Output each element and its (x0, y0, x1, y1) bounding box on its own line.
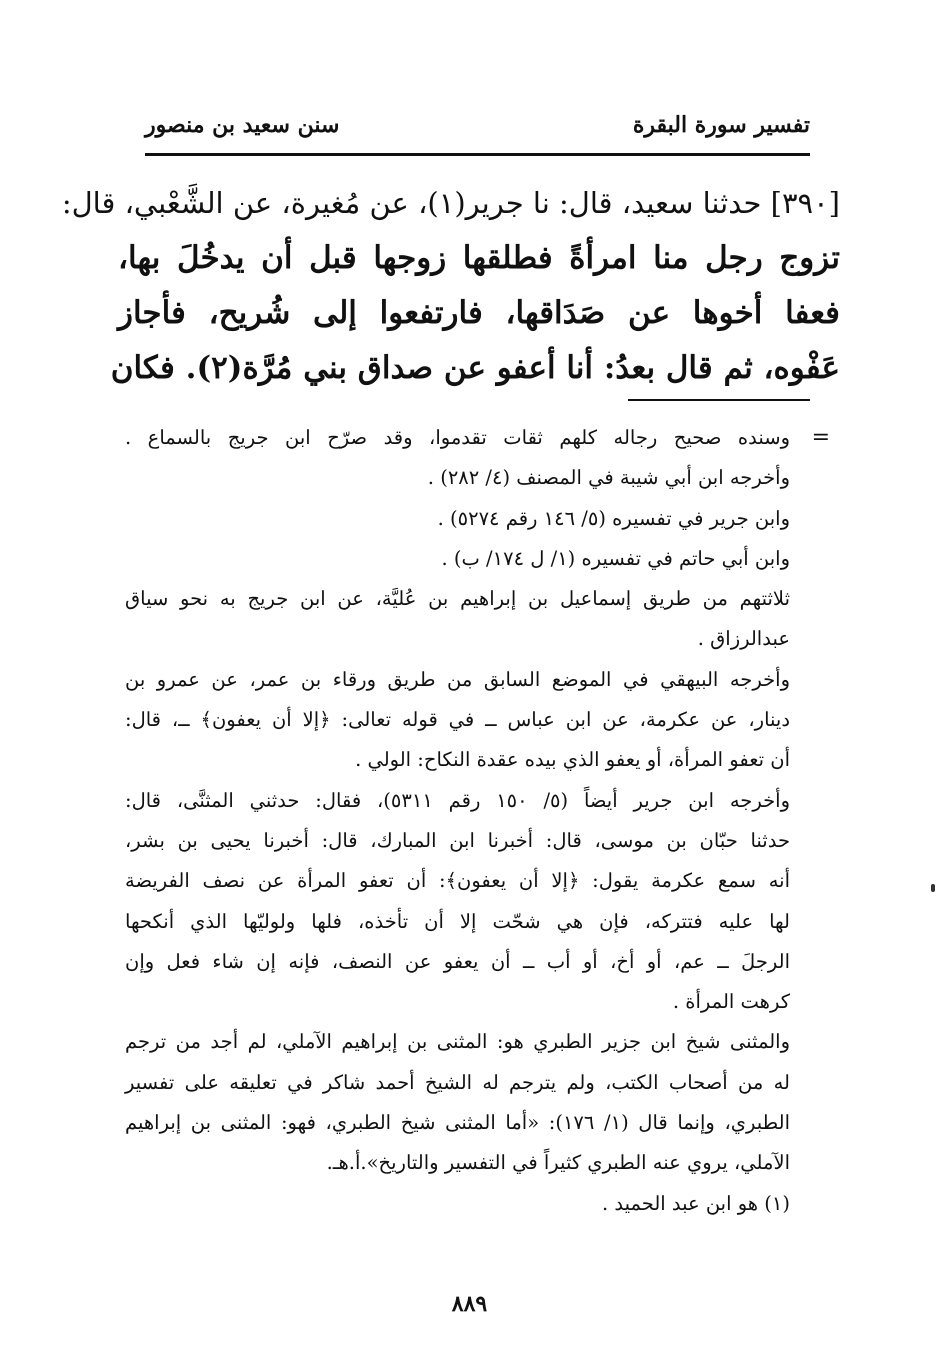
footnote-1: (١) هو ابن عبد الحميد . (601, 1191, 790, 1215)
page-header (145, 112, 810, 148)
footnote-line: الآملي، يروي عنه الطبري كثيراً في التفسير والتاريخ».أ.هـ. (326, 1151, 790, 1175)
footnotes (125, 418, 830, 1224)
page-number: ٨٨٩ (451, 1291, 488, 1317)
footnote-line: والمثنى شيخ ابن جزير الطبري هو: المثنى بن إبراهيم الآملي، لم أجد من ترجم (125, 1030, 790, 1054)
footnote-separator (628, 399, 810, 401)
footnote-line: وأخرجه البيهقي في الموضع السابق من طريق ورقاء بن عمر، عن عمرو بن (125, 667, 790, 691)
header-surah-title: تفسير سورة البقرة (632, 112, 810, 138)
margin-speck (931, 884, 935, 892)
continuation-mark: = (811, 425, 830, 450)
footnote-line: أنه سمع عكرمة يقول: ﴿إلا أن يعفون﴾: أن تعفو المرأة عن نصف الفريضة (125, 869, 790, 893)
main-line-1: [٣٩٠] حدثنا سعيد، قال: نا جرير(١)، عن مُغيرة، عن الشَّعْبي، قال: (61, 186, 840, 220)
main-line-3: فعفا أخوها عن صَدَاقها، فارتفعوا إلى شُريح، فأجاز (118, 295, 840, 331)
header-rule (145, 153, 810, 156)
footnote-line: وأخرجه ابن أبي شيبة في المصنف (٤/ ٢٨٢) . (427, 466, 790, 490)
footnote-line: لها عليه فتتركه، فإن هي شحّت إلا أن تأخذه، فلها ولوليّها الذي أنكحها (125, 909, 790, 933)
footnote-line: كرهت المرأة . (672, 990, 790, 1014)
footnote-line: عبدالرزاق . (697, 627, 790, 651)
footnote-line: حدثنا حبّان بن موسى، قال: أخبرنا ابن المبارك، قال: أخبرنا يحيى بن بشر، (125, 828, 790, 852)
footnote-line: الطبري، وإنما قال (١/ ١٧٦): «أما المثنى شيخ الطبري، فهو: المثنى بن إبراهيم (125, 1111, 790, 1135)
main-text (61, 176, 840, 396)
footnote-line: أن تعفو المرأة، أو يعفو الذي بيده عقدة النكاح: الولي . (355, 748, 790, 772)
main-line-2: تزوج رجل منا امرأةً فطلقها زوجها قبل أن يدخُلَ بها، (118, 240, 840, 276)
footnote-line: وابن أبي حاتم في تفسيره (١/ ل ١٧٤/ ب) . (441, 546, 790, 570)
footnote-line: ثلاثتهم من طريق إسماعيل بن إبراهيم بن عُليَّة، عن ابن جريج به نحو سياق (125, 587, 790, 611)
footnote-line: وأخرجه ابن جرير أيضاً (٥/ ١٥٠ رقم ٥٣١١)، فقال: حدثني المثنَّى، قال: (125, 788, 790, 812)
header-book-title: سنن سعيد بن منصور (145, 112, 340, 138)
footnote-line: دينار، عن عكرمة، عن ابن عباس ــ في قوله تعالى: ﴿إلا أن يعفون﴾ ــ، قال: (125, 708, 790, 732)
footnote-line: وسنده صحيح رجاله كلهم ثقات تقدموا، وقد صرّح ابن جريج بالسماع . (125, 426, 790, 449)
footnote-line: له من أصحاب الكتب، ولم يترجم له الشيخ أحمد شاكر في تعليقه على تفسير (125, 1070, 790, 1094)
footnote-line: وابن جرير في تفسيره (٥/ ١٤٦ رقم ٥٢٧٤) . (437, 506, 790, 530)
footnote-line: الرجلَ ــ عم، أو أخ، أو أب ــ أن يعفو عن النصف، فإنه إن شاء فعل وإن (125, 949, 790, 973)
main-line-4: عَفْوه، ثم قال بعدُ: أنا أعفو عن صداق بني مُرَّة(٢). فكان (110, 350, 840, 386)
